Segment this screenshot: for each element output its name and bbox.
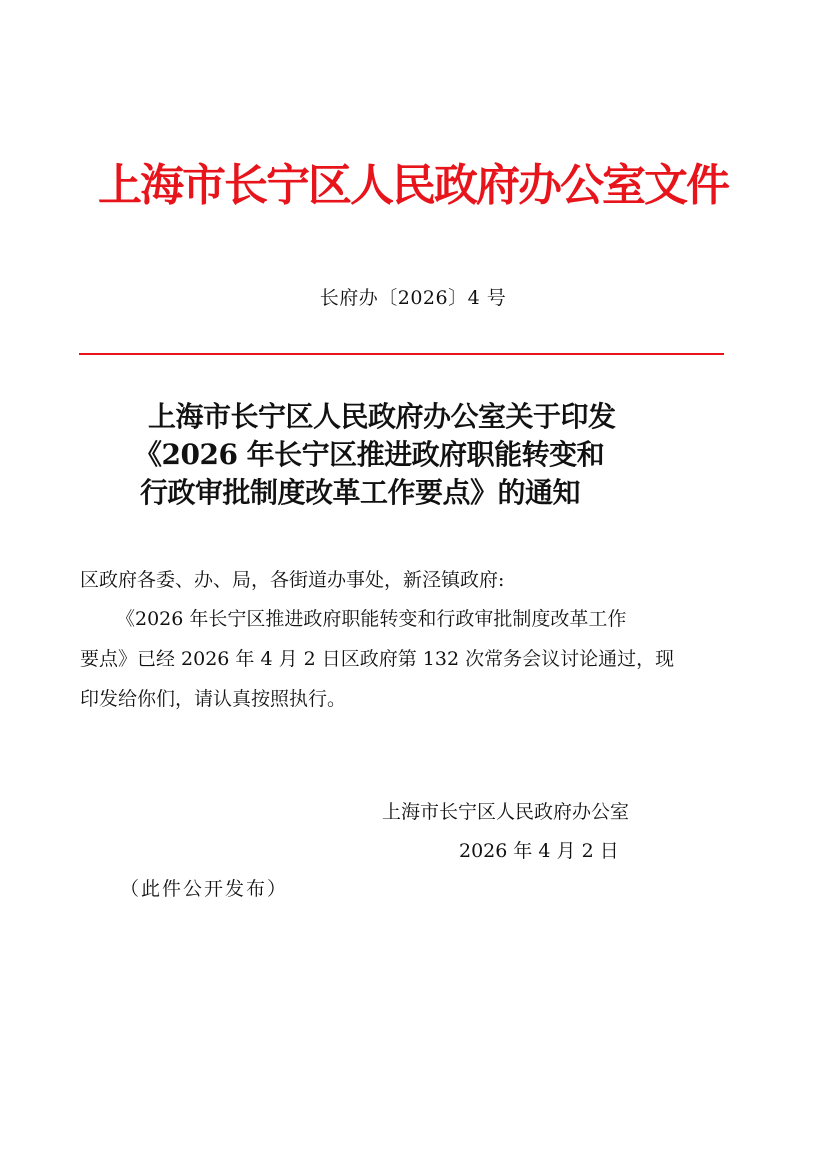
issuing-office-signature: 上海市长宁区人民政府办公室 bbox=[382, 801, 630, 823]
body-line-2: 要点》已经 2026 年 4 月 2 日区政府第 132 次常务会议讨论通过，现 bbox=[80, 648, 675, 670]
salutation: 区政府各委、办、局，各街道办事处，新泾镇政府: bbox=[80, 569, 505, 591]
title-line-3: 行政审批制度改革工作要点》的通知 bbox=[140, 476, 581, 509]
body-line-3: 印发给你们，请认真按照执行。 bbox=[80, 688, 347, 710]
red-divider-line bbox=[79, 353, 724, 355]
title-line-1: 上海市长宁区人民政府办公室关于印发 bbox=[148, 400, 616, 433]
document-masthead: 上海市长宁区人民政府办公室文件 bbox=[98, 160, 728, 211]
title-line-2: 《2026 年长宁区推进政府职能转变和 bbox=[134, 438, 605, 471]
document-title bbox=[120, 398, 720, 512]
body-line-1: 《2026 年长宁区推进政府职能转变和行政审批制度改革工作 bbox=[116, 608, 627, 630]
document-number: 长府办〔2026〕4 号 bbox=[319, 287, 507, 309]
release-note: （此件公开发布） bbox=[120, 878, 289, 900]
issue-date: 2026 年 4 月 2 日 bbox=[459, 840, 619, 862]
